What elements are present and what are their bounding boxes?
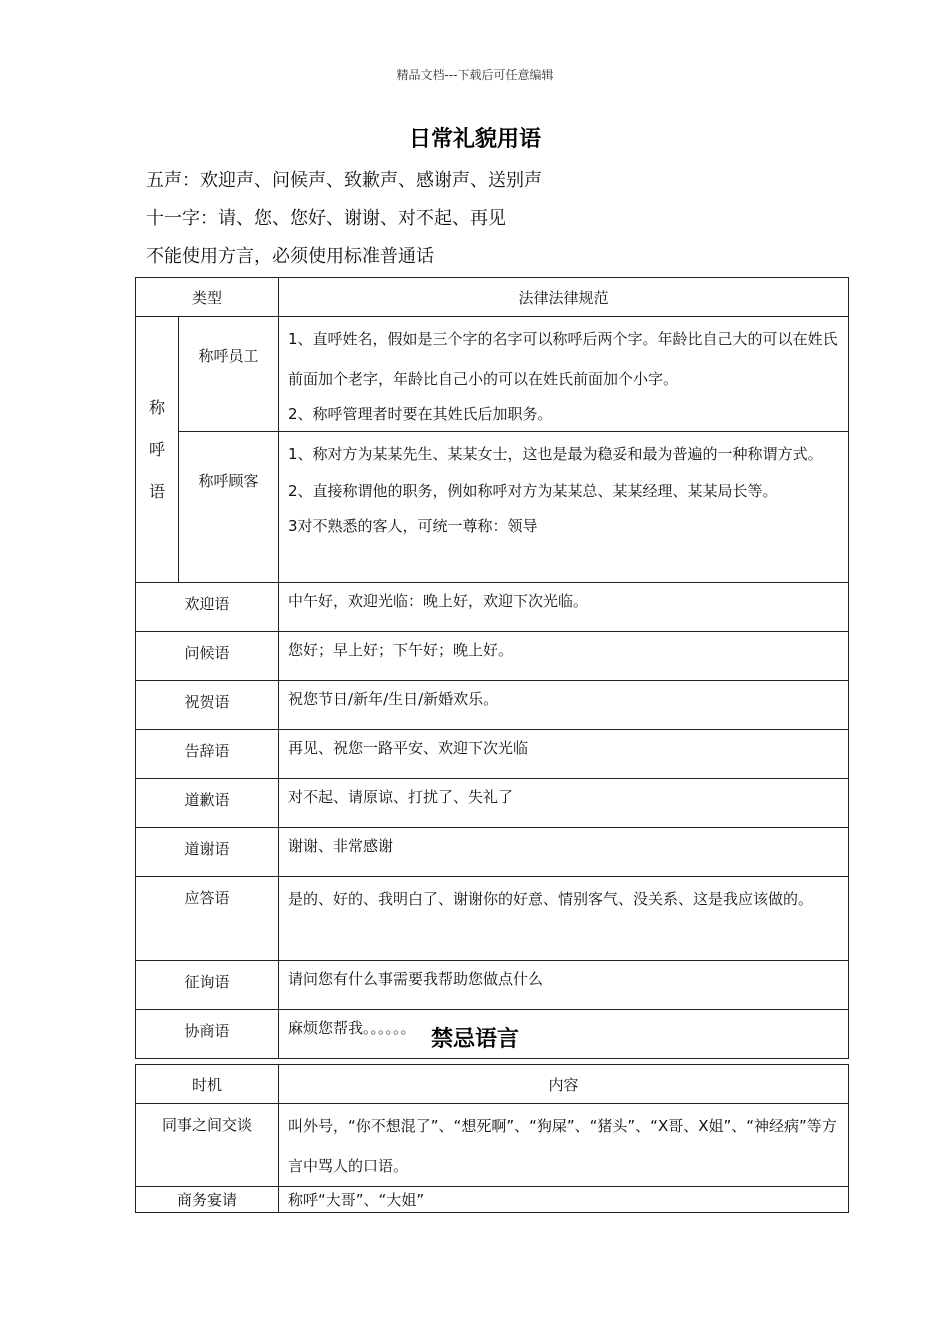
address-group-label: 称 呼 语 <box>136 317 179 583</box>
content-cell: 1、直呼姓名，假如是三个字的名字可以称呼后两个字。年龄比自己大的可以在姓氏前面加个老字，年龄比自己小的可以在姓氏前面加个小字。 2、称呼管理者时要在其姓氏后加职务。 <box>279 317 849 432</box>
content-cell: 是的、好的、我明白了、谢谢你的好意、情别客气、没关系、这是我应该做的。 <box>279 877 849 961</box>
type-cell: 应答语 <box>136 877 279 961</box>
content-cell: 1、称对方为某某先生、某某女士，这也是最为稳妥和最为普遍的一种称谓方式。 2、直接称谓他的职务，例如称呼对方为某某总、某某经理、某某局长等。 3对不熟悉的客人，可统一尊称：领导 <box>279 432 849 583</box>
content-cell: 谢谢、非常感谢 <box>279 828 849 877</box>
content-cell: 您好；早上好；下午好；晚上好。 <box>279 632 849 681</box>
table-header-norms: 法律法律规范 <box>279 278 849 317</box>
type-cell: 问候语 <box>136 632 279 681</box>
section-title-taboo: 禁忌语言 <box>430 1027 519 1052</box>
content-cell: 再见、祝您一路平安、欢迎下次光临 <box>279 730 849 779</box>
courtesy-language-table <box>135 277 849 1059</box>
content-cell: 称呼“大哥”、“大姐” <box>279 1187 849 1213</box>
table-row <box>136 828 849 877</box>
type-cell: 欢迎语 <box>136 583 279 632</box>
table-header-occasion: 时机 <box>136 1065 279 1104</box>
type-cell: 商务宴请 <box>136 1187 279 1213</box>
type-cell: 道谢语 <box>136 828 279 877</box>
page-title: 日常礼貌用语 <box>408 127 541 152</box>
content-cell: 叫外号，“你不想混了”、“想死啊”、“狗屎”、“猪头”、“X哥、X姐”、“神经病”等方言中骂人的口语。 <box>279 1104 849 1187</box>
type-cell: 称呼员工 <box>179 317 279 432</box>
type-cell: 同事之间交谈 <box>136 1104 279 1187</box>
intro-line-eleven-words: 十一字：请、您、您好、谢谢、对不起、再见 <box>146 208 506 229</box>
table-row <box>136 1104 849 1187</box>
type-cell: 祝贺语 <box>136 681 279 730</box>
content-cell: 对不起、请原谅、打扰了、失礼了 <box>279 779 849 828</box>
table-row <box>136 632 849 681</box>
header-note: 精品文档---下载后可任意编辑 <box>396 68 554 82</box>
type-cell: 协商语 <box>136 1010 279 1059</box>
table-row <box>136 961 849 1010</box>
intro-line-mandarin: 不能使用方言，必须使用标准普通话 <box>146 246 434 267</box>
type-cell: 征询语 <box>136 961 279 1010</box>
table-row <box>136 681 849 730</box>
content-cell: 中午好，欢迎光临：晚上好，欢迎下次光临。 <box>279 583 849 632</box>
content-cell: 请问您有什么事需要我帮助您做点什么 <box>279 961 849 1010</box>
content-cell: 祝您节日/新年/生日/新婚欢乐。 <box>279 681 849 730</box>
table-row <box>136 317 849 432</box>
intro-line-five-sounds: 五声：欢迎声、问候声、致歉声、感谢声、送别声 <box>146 170 542 191</box>
type-cell: 告辞语 <box>136 730 279 779</box>
table-row <box>136 730 849 779</box>
type-cell: 道歉语 <box>136 779 279 828</box>
type-cell: 称呼顾客 <box>179 432 279 583</box>
table-row <box>136 583 849 632</box>
table-row <box>136 877 849 961</box>
content-cell: 麻烦您帮我。。。。。。 <box>279 1010 849 1059</box>
table-row <box>136 779 849 828</box>
table-row <box>136 432 849 583</box>
table-header-type: 类型 <box>136 278 279 317</box>
taboo-language-table <box>135 1064 849 1213</box>
table-row <box>136 1187 849 1213</box>
table-header-content: 内容 <box>279 1065 849 1104</box>
